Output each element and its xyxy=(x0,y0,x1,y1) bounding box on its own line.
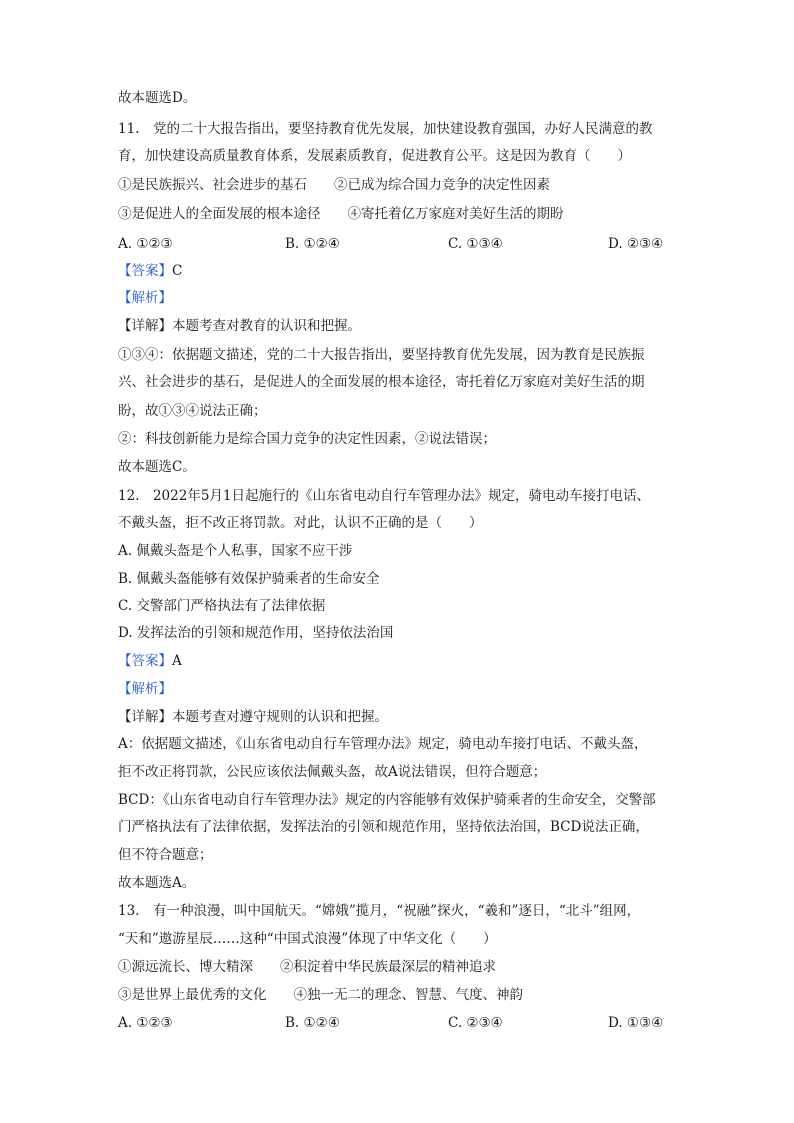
answer-line xyxy=(118,261,182,281)
detail-line: 【详解】本题考查对教育的认识和把握。 xyxy=(118,318,361,334)
answer-tag: 【答案】 xyxy=(118,263,172,279)
option-c: C. ①③④ xyxy=(448,236,503,252)
option-b: B. ①②④ xyxy=(285,1015,340,1031)
option-d: D. ②③④ xyxy=(608,236,664,252)
text-line: 故本题选C。 xyxy=(118,459,196,475)
q11-options xyxy=(118,234,678,254)
answer-value: A xyxy=(172,653,182,669)
option-b: B. ①②④ xyxy=(285,236,340,252)
text-line: 兴、社会进步的基石，是促进人的全面发展的根本途径，寄托着亿万家庭对美好生活的期 xyxy=(118,374,645,390)
option-b: B. 佩戴头盔能够有效保护骑乘者的生命安全 xyxy=(118,571,380,587)
text-line: “天和”遨游星辰……这种“中国式浪漫”体现了中华文化（ ） xyxy=(118,931,497,947)
text-line: 故本题选A。 xyxy=(118,875,196,891)
text-line: BCD：《山东省电动自行车管理办法》规定的内容能够有效保护骑乘者的生命安全，交警部 xyxy=(118,792,656,808)
option-d: D. ①③④ xyxy=(608,1015,664,1031)
text-line: 不戴头盔，拒不改正将罚款。对此，认识不正确的是（ ） xyxy=(118,515,483,531)
text-line: 育，加快建设高质量教育体系，发展素质教育，促进教育公平。这是因为教育（ ） xyxy=(118,148,631,164)
text-line: 故本题选D。 xyxy=(118,90,197,106)
text-line: 但不符合题意； xyxy=(118,847,213,863)
text-line: 门严格执法有了法律依据，发挥法治的引领和规范作用，坚持依法治国，BCD说法正确， xyxy=(118,819,649,835)
analysis-tag: 【解析】 xyxy=(118,681,172,697)
option-a: A. ①②③ xyxy=(118,1015,173,1031)
question-12-stem: 12. 2022年5月1日起施行的《山东省电动自行车管理办法》规定，骑电动车接打电话、 xyxy=(118,488,651,504)
answer-tag: 【答案】 xyxy=(118,653,172,669)
statement-line: ③是促进人的全面发展的根本途径 ④寄托着亿万家庭对美好生活的期盼 xyxy=(118,206,564,222)
answer-value: C xyxy=(172,263,183,279)
statement-line: ③是世界上最优秀的文化 ④独一无二的理念、智慧、气度、神韵 xyxy=(118,987,523,1003)
question-13-stem: 13. 有一种浪漫，叫中国航天。“嫦娥”揽月，“祝融”探火，“羲和”逐日，“北斗”组网， xyxy=(118,903,641,919)
text-line: 盼，故①③④说法正确； xyxy=(118,403,267,419)
statement-line: ①是民族振兴、社会进步的基石 ②已成为综合国力竞争的决定性因素 xyxy=(118,177,550,193)
text-line: A：依据题文描述，《山东省电动自行车管理办法》规定，骑电动车接打电话、不戴头盔， xyxy=(118,736,648,752)
option-d: D. 发挥法治的引领和规范作用，坚持依法治国 xyxy=(118,625,394,641)
option-c: C. ②③④ xyxy=(448,1015,503,1031)
detail-line: 【详解】本题考查对遵守规则的认识和把握。 xyxy=(118,709,388,725)
q13-options xyxy=(118,1013,678,1033)
question-11-stem: 11. 党的二十大报告指出，要坚持教育优先发展，加快建设教育强国，办好人民满意的教 xyxy=(118,121,653,137)
option-a: A. ①②③ xyxy=(118,236,173,252)
text-line: 拒不改正将罚款，公民应该依法佩戴头盔，故A说法错误，但符合题意； xyxy=(118,764,547,780)
analysis-tag: 【解析】 xyxy=(118,290,172,306)
statement-line: ①源远流长、博大精深 ②积淀着中华民族最深层的精神追求 xyxy=(118,959,496,975)
text-line: ①③④：依据题文描述，党的二十大报告指出，要坚持教育优先发展，因为教育是民族振 xyxy=(118,347,645,363)
answer-line xyxy=(118,651,182,671)
text-line: ②：科技创新能力是综合国力竞争的决定性因素，②说法错误； xyxy=(118,431,496,447)
option-a: A. 佩戴头盔是个人私事，国家不应干涉 xyxy=(118,543,353,559)
option-c: C. 交警部门严格执法有了法律依据 xyxy=(118,598,326,614)
